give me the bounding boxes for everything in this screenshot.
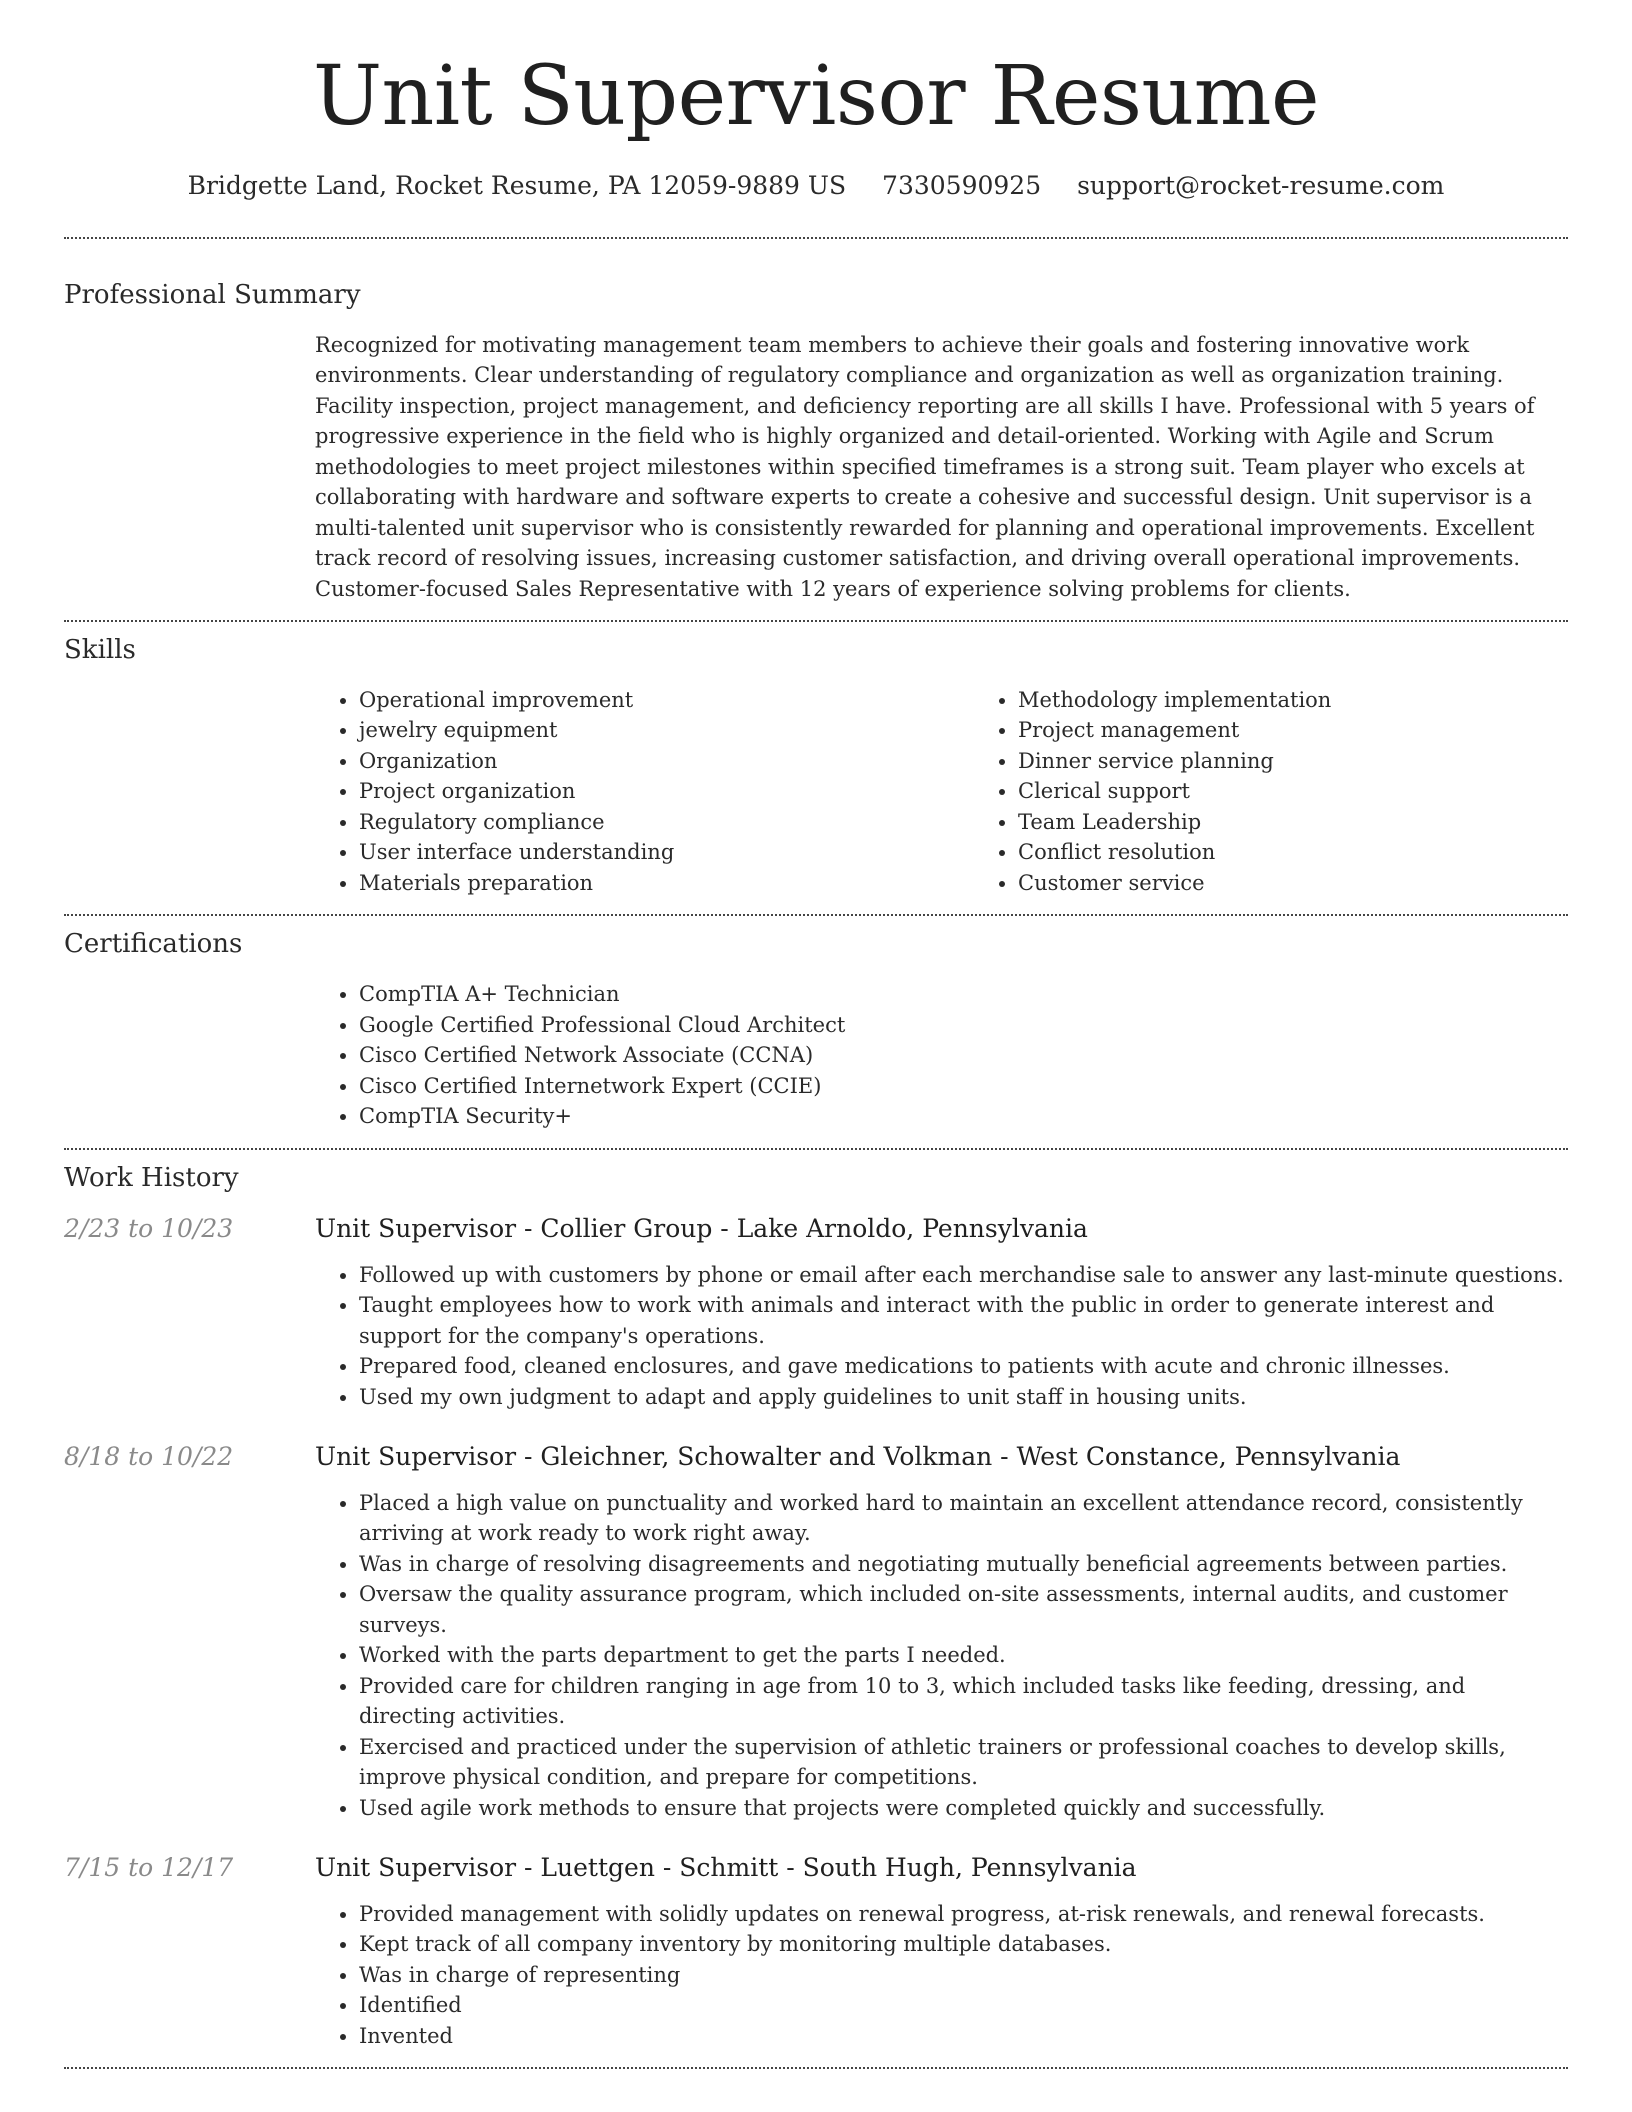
certification-item: • Cisco Certified Network Associate (CCNA) xyxy=(359,1040,1568,1071)
divider xyxy=(64,2067,1568,2069)
job-entry xyxy=(64,1852,1568,2067)
skills-list-left xyxy=(315,685,974,899)
job-bullet: • Used my own judgment to adapt and apply guidelines to unit staff in housing units. xyxy=(359,1382,1568,1413)
job-bullet: • Placed a high value on punctuality and worked hard to maintain an excellent attendance record, consistently arriving at work ready to work right away. xyxy=(359,1488,1568,1549)
skill-item: • Operational improvement xyxy=(359,685,974,716)
work-history-heading: Work History xyxy=(64,1162,239,1193)
job-bullet: • Kept track of all company inventory by monitoring multiple databases. xyxy=(359,1929,1568,1960)
contact-line xyxy=(64,170,1568,203)
job-bullets xyxy=(315,1260,1568,1413)
job-title: Unit Supervisor - Gleichner, Schowalter and Volkman - West Constance, Pennsylvania xyxy=(315,1442,1401,1472)
contact-address: Bridgette Land, Rocket Resume, PA 12059-9889 US xyxy=(187,171,847,201)
job-bullet: • Worked with the parts department to get the parts I needed. xyxy=(359,1640,1568,1671)
certification-item: • Cisco Certified Internetwork Expert (CCIE) xyxy=(359,1071,1568,1102)
certifications-body xyxy=(315,979,1568,1148)
job-bullet: • Identified xyxy=(359,1990,1568,2021)
job-bullet: • Taught employees how to work with animals and interact with the public in order to generate interest and support for the company's operations. xyxy=(359,1290,1568,1351)
skill-item: • Dinner service planning xyxy=(1018,746,1632,777)
certification-item: • CompTIA Security+ xyxy=(359,1101,1568,1132)
job-bullets xyxy=(315,1488,1568,1824)
skill-item: • Conflict resolution xyxy=(1018,837,1632,868)
contact-phone: 7330590925 xyxy=(882,171,1042,201)
job-bullet: • Invented xyxy=(359,2021,1568,2052)
skill-item: • Materials preparation xyxy=(359,868,974,899)
certifications-list xyxy=(315,979,1568,1132)
skill-item: • Organization xyxy=(359,746,974,777)
certifications-section xyxy=(64,916,1568,1147)
contact-email: support@rocket-resume.com xyxy=(1077,171,1445,201)
skill-item: • Customer service xyxy=(1018,868,1632,899)
skills-columns xyxy=(315,685,1568,915)
skill-item: • Methodology implementation xyxy=(1018,685,1632,716)
job-entry xyxy=(64,1213,1568,1412)
job-bullet: • Provided care for children ranging in age from 10 to 3, which included tasks like feeding, dressing, and directing activities. xyxy=(359,1671,1568,1732)
job-title: Unit Supervisor - Luettgen - Schmitt - South Hugh, Pennsylvania xyxy=(315,1853,1137,1883)
job-title: Unit Supervisor - Collier Group - Lake Arnoldo, Pennsylvania xyxy=(315,1214,1088,1244)
certifications-heading: Certifications xyxy=(64,929,243,960)
job-bullet: • Prepared food, cleaned enclosures, and gave medications to patients with acute and chronic illnesses. xyxy=(359,1351,1568,1382)
skill-item: • Clerical support xyxy=(1018,776,1632,807)
job-details xyxy=(315,1488,1568,1824)
resume-title: Unit Supervisor Resume xyxy=(312,49,1320,144)
summary-text: Recognized for motivating management team members to achieve their goals and fostering innovative work environments. Clear understanding of regulatory compliance and organization as well as organization training. Facility inspection, project management, and deficiency reporting are all skills I have. Professional with 5 years of progressive experience in the field who is highly organized and detail-oriented. Working with Agile and Scrum methodologies to meet project milestones within specified timeframes is a strong suit. Team player who excels at collaborating with hardware and software experts to create a cohesive and successful design. Unit supervisor is a multi-talented unit supervisor who is consistently rewarded for planning and operational improvements. Excellent track record of resolving issues, increasing customer satisfaction, and driving overall operational improvements. Customer-focused Sales Representative with 12 years of experience solving problems for clients. xyxy=(315,332,1535,601)
job-bullet: • Was in charge of resolving disagreements and negotiating mutually beneficial agreements between parties. xyxy=(359,1549,1568,1580)
job-dates: 7/15 to 12/17 xyxy=(64,1853,234,1883)
job-details xyxy=(315,1899,1568,2068)
summary-section xyxy=(64,239,1568,620)
job-bullet: • Used agile work methods to ensure that projects were completed quickly and successfully. xyxy=(359,1793,1568,1824)
job-bullet: • Exercised and practiced under the supervision of athletic trainers or professional coaches to develop skills, improve physical condition, and prepare for competitions. xyxy=(359,1732,1568,1793)
skill-item: • Project management xyxy=(1018,715,1632,746)
job-bullet: • Oversaw the quality assurance program, which included on-site assessments, internal audits, and customer surveys. xyxy=(359,1579,1568,1640)
job-bullet: • Provided management with solidly updates on renewal progress, at-risk renewals, and renewal forecasts. xyxy=(359,1899,1568,1930)
job-bullet: • Followed up with customers by phone or email after each merchandise sale to answer any last-minute questions. xyxy=(359,1260,1568,1291)
work-history-section xyxy=(64,1150,1568,2068)
certification-item: • CompTIA A+ Technician xyxy=(359,979,1568,1010)
job-bullets xyxy=(315,1899,1568,2052)
skills-list-right xyxy=(974,685,1632,899)
skills-section xyxy=(64,622,1568,914)
job-bullet: • Was in charge of representing xyxy=(359,1960,1568,1991)
certification-item: • Google Certified Professional Cloud Architect xyxy=(359,1010,1568,1041)
job-entry xyxy=(64,1441,1568,1823)
summary-heading: Professional Summary xyxy=(64,279,361,310)
job-dates: 8/18 to 10/22 xyxy=(64,1442,234,1472)
skill-item: • Regulatory compliance xyxy=(359,807,974,838)
skill-item: • Project organization xyxy=(359,776,974,807)
skill-item: • jewelry equipment xyxy=(359,715,974,746)
job-dates: 2/23 to 10/23 xyxy=(64,1214,234,1244)
skills-heading: Skills xyxy=(64,635,136,666)
skill-item: • User interface understanding xyxy=(359,837,974,868)
resume-page xyxy=(64,0,1568,2069)
job-details xyxy=(315,1260,1568,1413)
skill-item: • Team Leadership xyxy=(1018,807,1632,838)
